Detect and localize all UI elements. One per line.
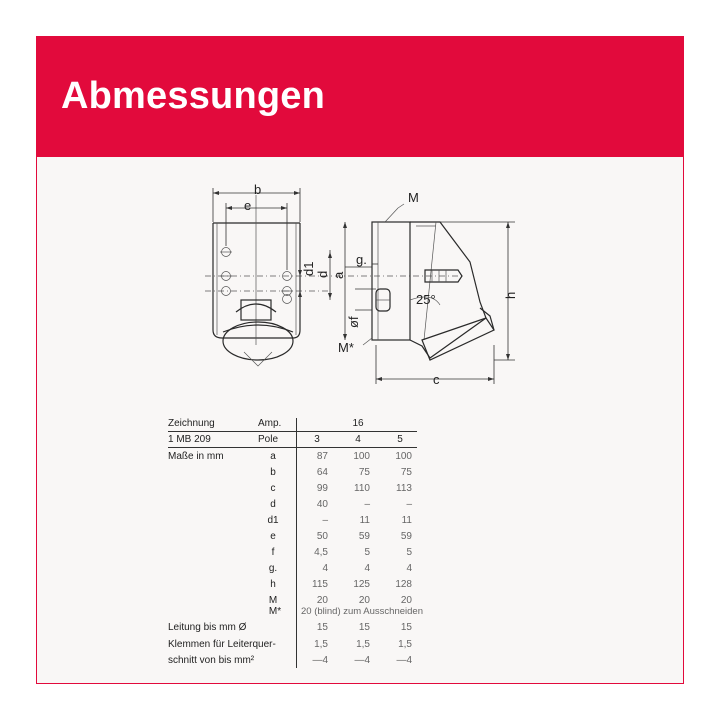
row-zeichnung-label: Zeichnung [168, 418, 215, 429]
klemmen-val-top: 1,5 [356, 639, 370, 650]
label-M: M [408, 190, 419, 205]
dim-val: 113 [396, 483, 412, 494]
mstar-note: 20 (blind) zum Ausschneiden [301, 606, 423, 617]
dim-val: 20 [400, 595, 412, 606]
dim-key: b [270, 467, 276, 478]
dim-val: 5 [364, 547, 370, 558]
leitung-val: 15 [358, 622, 370, 633]
klemmen-val-bottom: —4 [312, 655, 328, 666]
label-g: g. [356, 252, 367, 267]
klemmen-label-1: Klemmen für Leiterquer- [168, 639, 276, 650]
dim-val: 4 [406, 563, 412, 574]
klemmen-label-2: schnitt von bis mm² [168, 655, 255, 666]
amp-value: 16 [352, 418, 364, 429]
dim-val: 99 [316, 483, 328, 494]
dim-key: f [271, 547, 275, 558]
label-angle: 25° [416, 292, 436, 307]
dim-val: 100 [353, 451, 370, 462]
dim-val: 110 [354, 483, 370, 494]
label-h: h [503, 291, 518, 299]
dim-val: 75 [358, 467, 370, 478]
pole-label: Pole [258, 434, 279, 445]
dim-key: d [270, 499, 276, 510]
label-b: b [254, 182, 262, 197]
dim-val: 40 [316, 499, 328, 510]
dim-key: M [268, 595, 278, 606]
mstar-key: M* [268, 606, 282, 617]
dim-key: g. [268, 563, 278, 574]
dim-val: – [406, 499, 412, 510]
dim-val: 4 [322, 563, 328, 574]
klemmen-val-top: 1,5 [398, 639, 412, 650]
dim-val: 87 [316, 451, 328, 462]
dim-key: a [270, 451, 276, 462]
dim-val: 75 [400, 467, 412, 478]
dim-val: 59 [400, 531, 412, 542]
dim-val: 20 [358, 595, 370, 606]
dim-key: e [270, 531, 276, 542]
label-c: c [433, 372, 440, 387]
klemmen-val-bottom: —4 [354, 655, 370, 666]
dim-key: c [270, 483, 276, 494]
dim-val: 11 [359, 515, 370, 526]
label-e: e [244, 198, 252, 213]
dim-val: 4,5 [314, 547, 328, 558]
dim-val: 59 [358, 531, 370, 542]
dim-val: 50 [316, 531, 328, 542]
dim-val: – [364, 499, 370, 510]
leitung-val: 15 [400, 622, 412, 633]
pole-4: 4 [355, 434, 361, 445]
row-amp-label: Amp. [258, 418, 282, 429]
klemmen-val-bottom: —4 [396, 655, 412, 666]
dim-val: 64 [316, 467, 328, 478]
pole-3: 3 [314, 434, 320, 445]
pole-5: 5 [397, 434, 403, 445]
dim-val: 100 [395, 451, 412, 462]
model-label: 1 MB 209 [168, 434, 211, 445]
dim-val: 128 [395, 579, 412, 590]
dim-val: 5 [406, 547, 412, 558]
label-f: øf [346, 316, 361, 328]
dim-val: 125 [353, 579, 370, 590]
page-title: Abmessungen [61, 75, 326, 117]
label-a: a [331, 271, 346, 279]
klemmen-val-top: 1,5 [314, 639, 328, 650]
dim-key: h [270, 579, 276, 590]
dim-val: 11 [401, 515, 412, 526]
dim-val: 115 [312, 579, 328, 590]
dim-key: d1 [267, 515, 279, 526]
dim-val: 4 [364, 563, 370, 574]
group-label: Maße in mm [168, 451, 224, 462]
label-Mstar: M* [338, 340, 354, 355]
label-d: d [315, 270, 330, 278]
leitung-val: 15 [316, 622, 328, 633]
dim-val: – [322, 515, 328, 526]
label-d1: d1 [301, 261, 316, 276]
leitung-label: Leitung bis mm Ø [168, 622, 247, 633]
dim-val: 20 [316, 595, 328, 606]
